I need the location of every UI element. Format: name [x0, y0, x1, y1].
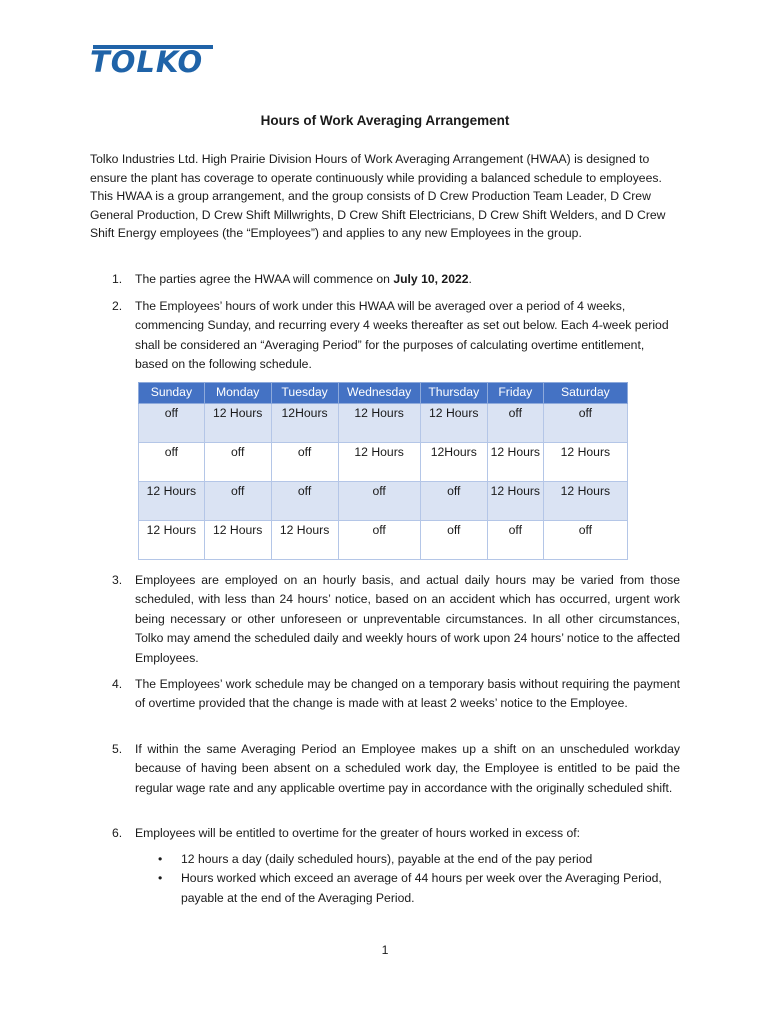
table-row [139, 521, 628, 560]
table-cell: off [543, 404, 627, 443]
list-item-1 [90, 270, 680, 289]
table-cell: 12 Hours [338, 404, 420, 443]
item-text: Employees are employed on an hourly basis, and actual daily hours may be varied from those scheduled, with less than 24 hours’ notice, based on an accident which has occurred, urgent work being necessary or other unforeseen or unpreventable circumstances. In all other circumstances, Tolko may amend the scheduled daily and weekly hours of work upon 24 hours’ notice to the affected Employees. [135, 573, 680, 665]
item-text: The Employees’ hours of work under this HWAA will be averaged over a period of 4 weeks, commencing Sunday, and recurring every 4 weeks thereafter as set out below. Each 4-week period shall be considered an “Averaging Period” for the purposes of calculating overtime entitlement, based on the following schedule. [135, 299, 669, 372]
header-cell: Sunday [139, 383, 205, 404]
item-number: 3. [112, 573, 123, 587]
table-cell: 12Hours [420, 443, 487, 482]
header-cell: Thursday [420, 383, 487, 404]
table-cell: 12 Hours [139, 521, 205, 560]
item-number: 1. [112, 272, 123, 286]
table-cell: off [204, 443, 271, 482]
bullet-text: Hours worked which exceed an average of 44 hours per week over the Averaging Period, payable at the end of the Averaging Period. [181, 871, 662, 905]
table-cell: off [420, 521, 487, 560]
logo-wordmark: TOLKO [90, 45, 204, 79]
table-cell: 12 Hours [271, 521, 338, 560]
header-cell: Tuesday [271, 383, 338, 404]
bullet-item [158, 869, 680, 908]
list-item-2 [90, 297, 680, 375]
bullet-item [158, 850, 680, 869]
table-cell: 12 Hours [543, 482, 627, 521]
page-number: 1 [381, 943, 389, 957]
table-cell: off [338, 482, 420, 521]
table-cell: 12 Hours [487, 482, 543, 521]
table-cell: off [271, 443, 338, 482]
table-cell: off [338, 521, 420, 560]
bullet-text: 12 hours a day (daily scheduled hours), payable at the end of the pay period [181, 852, 593, 866]
list-item-5 [90, 740, 680, 798]
table-header-row [139, 383, 628, 404]
table-cell: off [543, 521, 627, 560]
table-cell: 12 Hours [139, 482, 205, 521]
header-cell: Wednesday [338, 383, 420, 404]
table-cell: off [204, 482, 271, 521]
table-cell: 12 Hours [204, 404, 271, 443]
list-item-6 [90, 824, 680, 843]
list-item-4 [90, 675, 680, 714]
schedule-table [138, 382, 628, 560]
table-row [139, 404, 628, 443]
table-cell: off [139, 404, 205, 443]
item-number: 5. [112, 742, 123, 756]
item-text: The parties agree the HWAA will commence on July 10, 2022. [135, 272, 472, 286]
item-text: The Employees’ work schedule may be changed on a temporary basis without requiring the payment of overtime provided that the change is made with at least 2 weeks’ notice to the Employee. [135, 677, 680, 711]
commence-date: July 10, 2022 [393, 272, 469, 286]
item-text: Employees will be entitled to overtime for the greater of hours worked in excess of: [135, 826, 581, 840]
header-cell: Monday [204, 383, 271, 404]
table-cell: 12 Hours [204, 521, 271, 560]
tolko-logo [90, 44, 214, 78]
table-cell: off [487, 404, 543, 443]
table-cell: 12Hours [271, 404, 338, 443]
table-cell: off [420, 482, 487, 521]
intro-paragraph: Tolko Industries Ltd. High Prairie Division Hours of Work Averaging Arrangement (HWAA) is designed to ensure the plant has coverage to operate continuously while providing a balanced schedule to employees. This HWAA is a group arrangement, and the group consists of D Crew Production Team Leader, D Crew General Production, D Crew Shift Millwrights, D Crew Shift Electricians, D Crew Shift Welders, and D Crew Shift Energy employees (the “Employees”) and applies to any new Employees in the group. [90, 152, 666, 241]
table-cell: 12 Hours [543, 443, 627, 482]
table-cell: 12 Hours [420, 404, 487, 443]
table-cell: off [487, 521, 543, 560]
header-cell: Saturday [543, 383, 627, 404]
table-cell: off [139, 443, 205, 482]
item-number: 2. [112, 299, 123, 313]
table-cell: off [271, 482, 338, 521]
table-row [139, 443, 628, 482]
bullet-icon: • [158, 852, 163, 866]
table-row [139, 482, 628, 521]
item-number: 4. [112, 677, 123, 691]
item-number: 6. [112, 826, 123, 840]
bullet-icon: • [158, 871, 163, 886]
table-cell: 12 Hours [338, 443, 420, 482]
item-text: If within the same Averaging Period an Employee makes up a shift on an unscheduled workday because of having been absent on a scheduled work day, the Employee is entitled to be paid the regular wage rate and any applicable overtime pay in accordance with the originally scheduled shift. [135, 742, 680, 795]
table-cell: 12 Hours [487, 443, 543, 482]
header-cell: Friday [487, 383, 543, 404]
list-item-3 [90, 571, 680, 668]
document-title: Hours of Work Averaging Arrangement [260, 113, 510, 128]
overtime-bullets [90, 850, 680, 908]
